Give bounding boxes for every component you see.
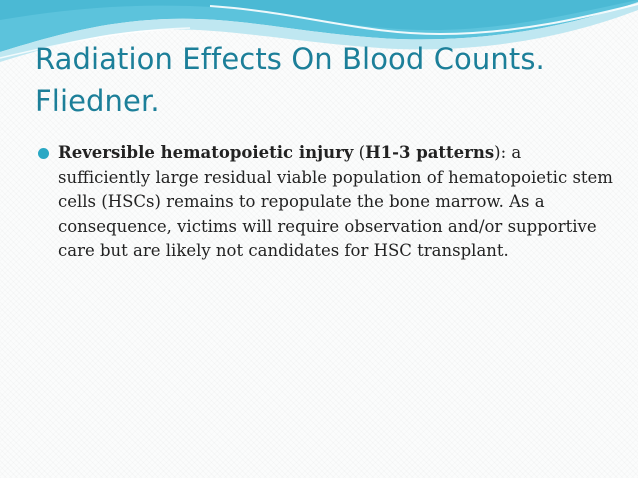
title-line-2: Fliedner. bbox=[35, 84, 160, 118]
slide-title bbox=[35, 38, 625, 122]
bullet-dot-icon bbox=[38, 148, 49, 159]
bullet-bold-term: Reversible hematopoietic injury bbox=[58, 143, 354, 162]
bullet-paren-close: ): bbox=[494, 143, 507, 162]
bullet-bold-paren: H1-3 patterns bbox=[365, 143, 495, 162]
title-line-1: Radiation Effects On Blood Counts. bbox=[35, 42, 545, 76]
bullet-body-text: a sufficiently large residual viable population of hematopoietic stem cells (HSCs) remains to repopulate the bone marrow. As a consequence, victims will require observation and/or supportive care but are likely not candidates for HSC transplant. bbox=[58, 143, 613, 260]
bullet-item bbox=[38, 141, 613, 264]
bullet-paren-open: ( bbox=[353, 143, 366, 162]
bullet-list bbox=[38, 141, 613, 264]
bullet-text bbox=[58, 143, 613, 260]
